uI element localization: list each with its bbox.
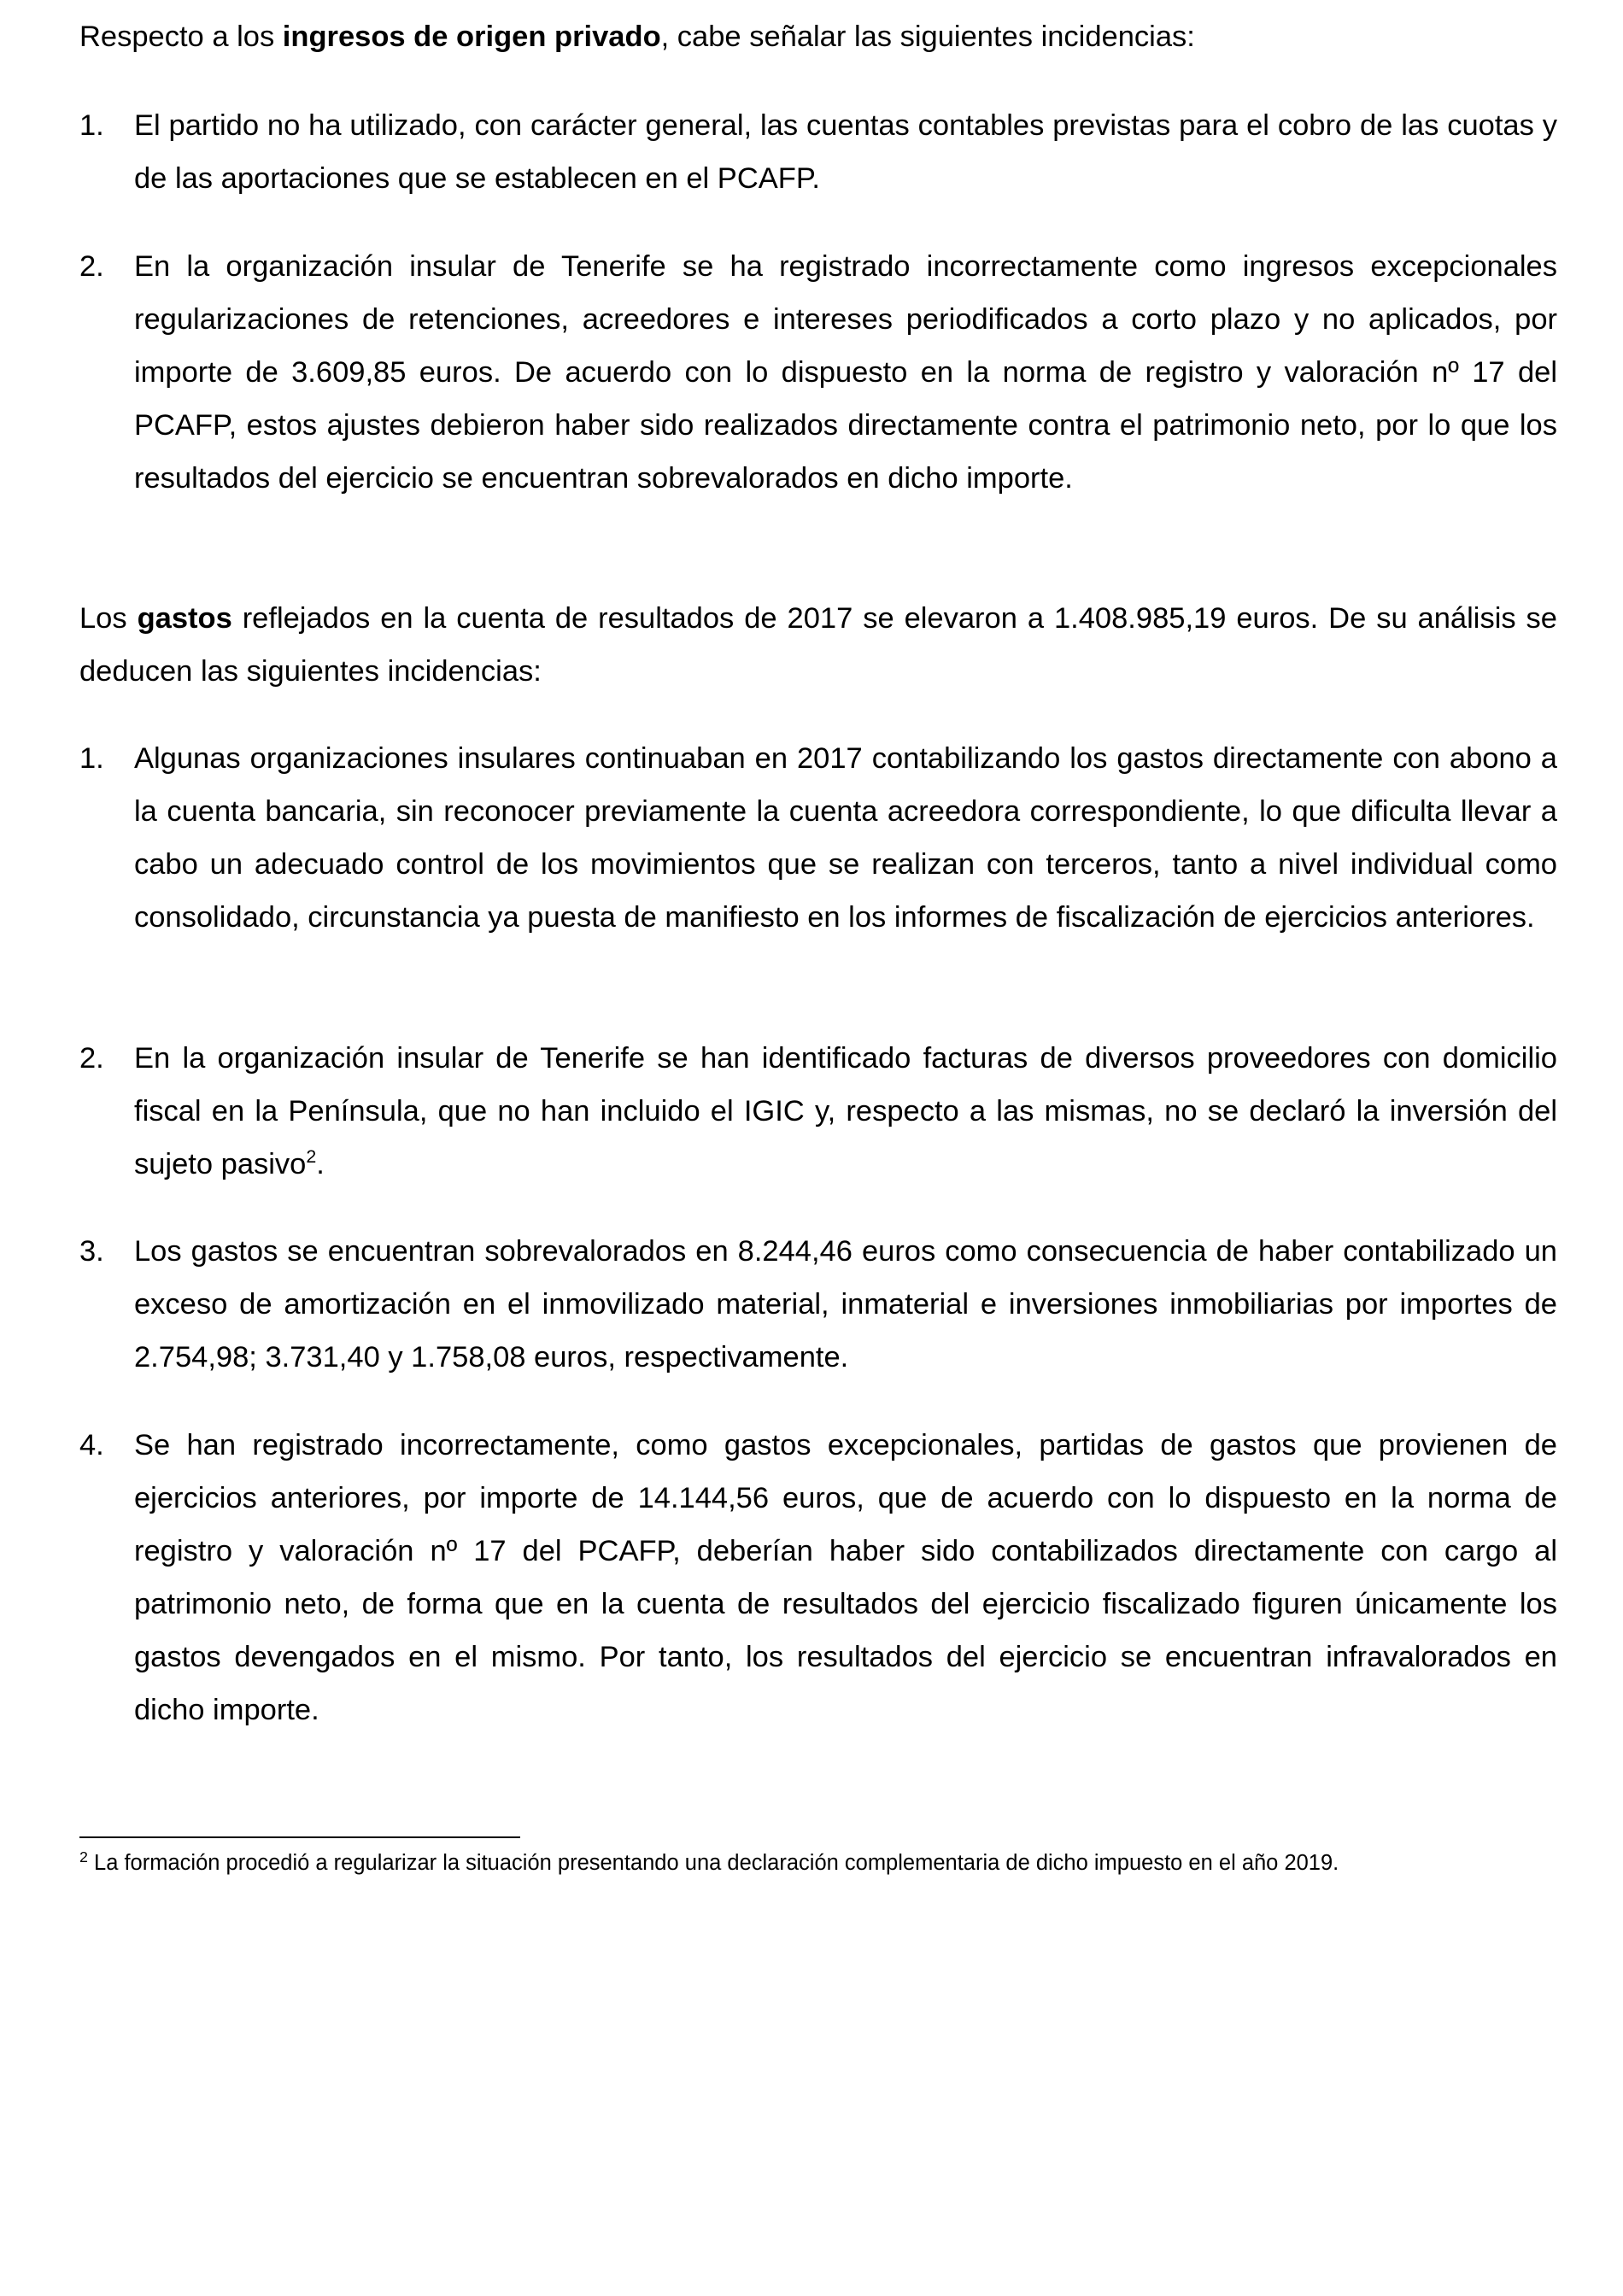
intro-ingresos-prefix: Respecto a los [79,20,283,53]
list-item-text-end: . [316,1148,325,1180]
list-item-text: Se han registrado incorrectamente, como gastos excepcionales, partidas de gastos que provienen de ejercicios anteriores, por importe de 14.144,56 euros, que de acuerdo con lo dispuesto en la norma de registro y valoración nº 17 del PCAFP, deberían haber sido contabilizados directamente con cargo al patrimonio neto, de forma que en la cuenta de resultados del ejercicio fiscalizado figuren únicamente los gastos devengados en el mismo. Por tanto, los resultados del ejercicio se encuentran infravalorados en dicho importe. [134,1429,1557,1726]
list-item-text: Los gastos se encuentran sobrevalorados en 8.244,46 euros como consecuencia de haber contabilizado un exceso de amortización en el inmovilizado material, inmaterial e inversiones inmobiliarias por importes de 2.754,98; 3.731,40 y 1.758,08 euros, respectivamente. [134,1235,1557,1374]
gastos-list-4 [79,1419,1557,1737]
footnote-marker: 2 [79,1848,88,1866]
footnote-separator [79,1836,520,1838]
footnote-text: La formación procedió a regularizar la situación presentando una declaración complementaria de dicho impuesto en el año 2019. [87,1851,1339,1875]
gastos-list-item [79,1225,1557,1384]
list-item-number: 2. [79,1042,104,1075]
list-item-text-main: En la organización insular de Tenerife se han identificado facturas de diversos proveedores con domicilio fiscal en la Península, que no han incluido el IGIC y, respecto a las mismas, no se declaró la inversión del sujeto pasivo [134,1042,1557,1180]
list-item-text: Algunas organizaciones insulares continuaban en 2017 contabilizando los gastos directamente con abono a la cuenta bancaria, sin reconocer previamente la cuenta acreedora correspondiente, lo que dificulta llevar a cabo un adecuado control de los movimientos que se realizan con terceros, tanto a nivel individual como consolidado, circunstancia ya puesta de manifiesto en los informes de fiscalización de ejercicios anteriores. [134,742,1557,934]
gastos-list-item [79,1032,1557,1191]
gastos-list-3 [79,1225,1557,1384]
list-item-number: 3. [79,1235,104,1268]
gastos-list-item [79,1419,1557,1737]
list-item-number: 1. [79,109,104,142]
intro-ingresos-bold: ingresos de origen privado [282,20,661,53]
intro-gastos-suffix: reflejados en la cuenta de resultados de 2017 se elevaron a 1.408.985,19 euros. De su análisis se deducen las siguientes incidencias: [79,602,1557,688]
footnote-reference: 2 [306,1146,317,1168]
ingresos-list-item [79,240,1557,505]
intro-ingresos-suffix: , cabe señalar las siguientes incidencias: [660,20,1195,53]
ingresos-list-continued [79,240,1557,505]
footnote [79,1847,1557,1879]
list-item-number: 1. [79,742,104,775]
intro-gastos-paragraph [79,592,1557,698]
list-item-number: 4. [79,1429,104,1461]
gastos-list [79,732,1557,944]
intro-ingresos-paragraph [79,10,1557,63]
intro-gastos-bold: gastos [137,602,232,635]
ingresos-list [79,99,1557,205]
list-item-text: En la organización insular de Tenerife se ha registrado incorrectamente como ingresos excepcionales regularizaciones de retenciones, acreedores e intereses periodificados a corto plazo y no aplicados, por importe de 3.609,85 euros. De acuerdo con lo dispuesto en la norma de registro y valoración nº 17 del PCAFP, estos ajustes debieron haber sido realizados directamente contra el patrimonio neto, por lo que los resultados del ejercicio se encuentran sobrevalorados en dicho importe. [134,250,1557,495]
list-item-number: 2. [79,250,104,283]
intro-gastos-prefix: Los [79,602,138,635]
gastos-list-item [79,732,1557,944]
gastos-list-2 [79,1032,1557,1191]
list-item-text: El partido no ha utilizado, con carácter general, las cuentas contables previstas para el cobro de las cuotas y de las aportaciones que se establecen en el PCAFP. [134,109,1557,195]
list-item-text [134,1032,1557,1191]
ingresos-list-item [79,99,1557,205]
